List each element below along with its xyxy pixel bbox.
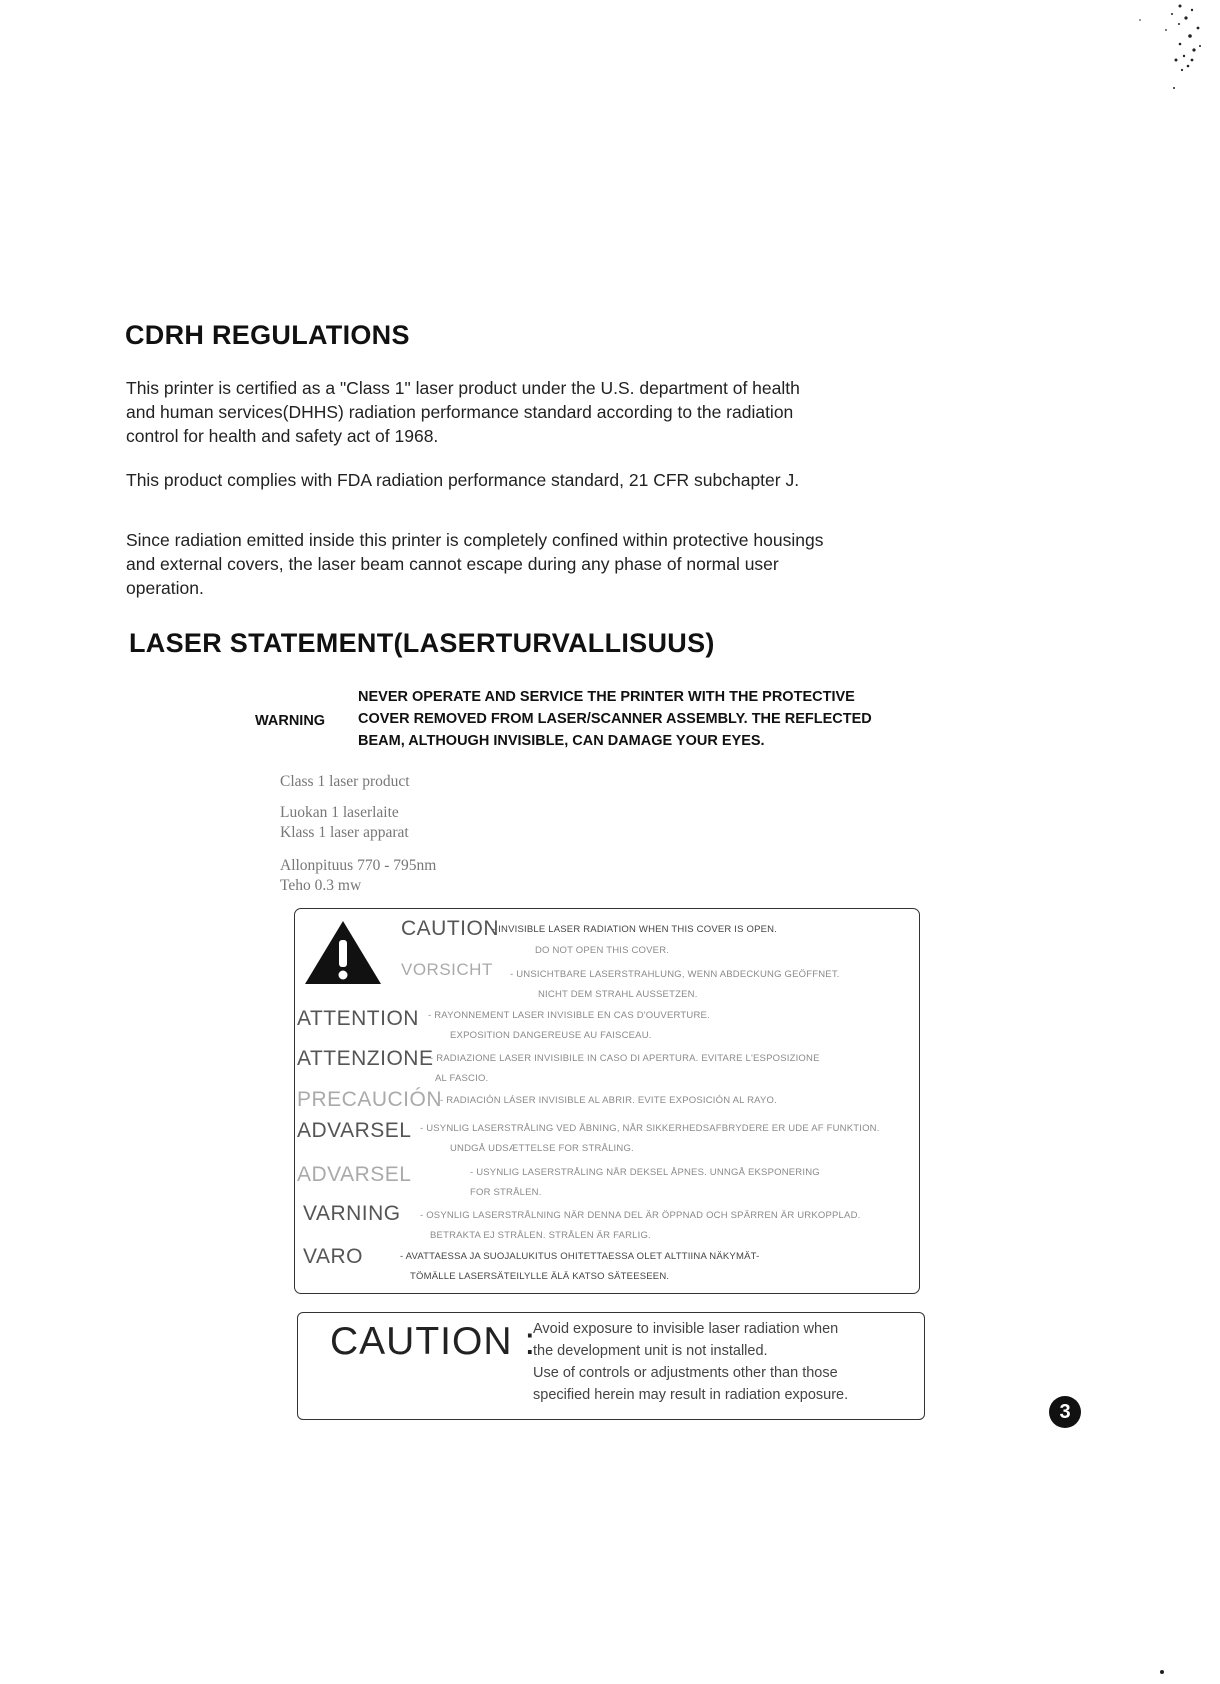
- warning-line: COVER REMOVED FROM LASER/SCANNER ASSEMBLY. THE REFLECTED: [358, 711, 872, 727]
- cdrh-paragraph-2: This product complies with FDA radiation performance standard, 21 CFR subchapter J.: [126, 470, 800, 490]
- label-word-varo: VARO: [303, 1245, 363, 1268]
- label-text: NICHT DEM STRAHL AUSSETZEN.: [538, 989, 698, 1000]
- cdrh-paragraph-3: Since radiation emitted inside this printer is completely confined within protective housings and external covers, the laser beam cannot escape during any phase of normal user operation.: [126, 530, 824, 598]
- caution-line: specified herein may result in radiation exposure.: [533, 1387, 849, 1403]
- label-text: - AVATTAESSA JA SUOJALUKITUS OHITETTAESSA OLET ALTTIINA NÄKYMÄT-: [400, 1251, 760, 1262]
- label-word-varning: VARNING: [303, 1202, 401, 1225]
- label-text: - UNSICHTBARE LASERSTRAHLUNG, WENN ABDECKUNG GEÖFFNET.: [510, 969, 840, 980]
- label-text: TÖMÄLLE LASERSÄTEILYLLE ÄLÄ KATSO SÄTEESEEN.: [410, 1271, 670, 1282]
- class-line: Class 1 laser product: [280, 773, 410, 790]
- class-line: Luokan 1 laserlaite: [280, 804, 399, 821]
- scan-dot: [1158, 1668, 1166, 1676]
- label-text: BETRAKTA EJ STRÅLEN. STRÅLEN ÄR FARLIG.: [430, 1230, 651, 1241]
- warning-text: [358, 686, 872, 752]
- label-text: - RADIACIÓN LÁSER INVISIBLE AL ABRIR. EVITE EXPOSICIÓN AL RAYO.: [440, 1095, 777, 1106]
- warning-triangle-icon: [302, 918, 384, 988]
- label-word-advarsel-dk: ADVARSEL: [297, 1119, 412, 1142]
- label-word-advarsel-no: ADVARSEL: [297, 1163, 412, 1186]
- page-number: 3: [1049, 1396, 1081, 1428]
- warning-line: BEAM, ALTHOUGH INVISIBLE, CAN DAMAGE YOUR EYES.: [358, 733, 765, 749]
- warning-line: NEVER OPERATE AND SERVICE THE PRINTER WITH THE PROTECTIVE: [358, 689, 855, 705]
- caution-text: [533, 1318, 848, 1406]
- scan-speckles: [1080, 0, 1220, 100]
- caution-line: the development unit is not installed.: [533, 1343, 768, 1359]
- label-text: FOR STRÅLEN.: [470, 1187, 542, 1198]
- label-text: - OSYNLIG LASERSTRÅLNING NÄR DENNA DEL ÄR ÖPPNAD OCH SPÄRREN ÄR URKOPPLAD.: [420, 1210, 861, 1221]
- cdrh-paragraph-1: This printer is certified as a "Class 1" laser product under the U.S. department of health and human services(DHHS) radiation performance standard according to the radiation control for health and safety act of 1968.: [126, 378, 800, 446]
- caution-line: Use of controls or adjustments other than those: [533, 1365, 838, 1381]
- label-word-precaucion: PRECAUCIÓN: [297, 1088, 443, 1111]
- label-text: - USYNLIG LASERSTRÅLING NÅR DEKSEL ÅPNES. UNNGÅ EKSPONERING: [470, 1167, 820, 1178]
- label-word-attention: ATTENTION: [297, 1007, 419, 1030]
- laser-heading: LASER STATEMENT(LASERTURVALLISUUS): [129, 628, 715, 658]
- caution-line: Avoid exposure to invisible laser radiation when: [533, 1321, 839, 1337]
- label-text: - RADIAZIONE LASER INVISIBILE IN CASO DI APERTURA. EVITARE L'ESPOSIZIONE: [430, 1053, 820, 1064]
- label-text: - USYNLIG LASERSTRÅLING VED ÅBNING, NÅR SIKKERHEDSAFBRYDERE ER UDE AF FUNKTION.: [420, 1123, 880, 1134]
- class-line: Allonpituus 770 - 795nm: [280, 857, 437, 874]
- cdrh-heading: CDRH REGULATIONS: [125, 320, 410, 350]
- class-line: Teho 0.3 mw: [280, 877, 362, 894]
- label-word-caution: CAUTION: [401, 917, 499, 940]
- label-text: - RAYONNEMENT LASER INVISIBLE EN CAS D'OUVERTURE.: [428, 1010, 710, 1021]
- warning-label: WARNING: [255, 713, 326, 729]
- label-text: - INVISIBLE LASER RADIATION WHEN THIS COVER IS OPEN.: [492, 924, 778, 935]
- label-word-attenzione: ATTENZIONE: [297, 1047, 434, 1070]
- caution-heading: CAUTION :: [330, 1320, 537, 1363]
- label-text: EXPOSITION DANGEREUSE AU FAISCEAU.: [450, 1030, 652, 1041]
- label-text: AL FASCIO.: [435, 1073, 489, 1084]
- label-text: UNDGÅ UDSÆTTELSE FOR STRÅLING.: [450, 1143, 634, 1154]
- label-text: DO NOT OPEN THIS COVER.: [535, 945, 670, 956]
- class-line: Klass 1 laser apparat: [280, 824, 409, 841]
- label-word-vorsicht: VORSICHT: [401, 960, 493, 979]
